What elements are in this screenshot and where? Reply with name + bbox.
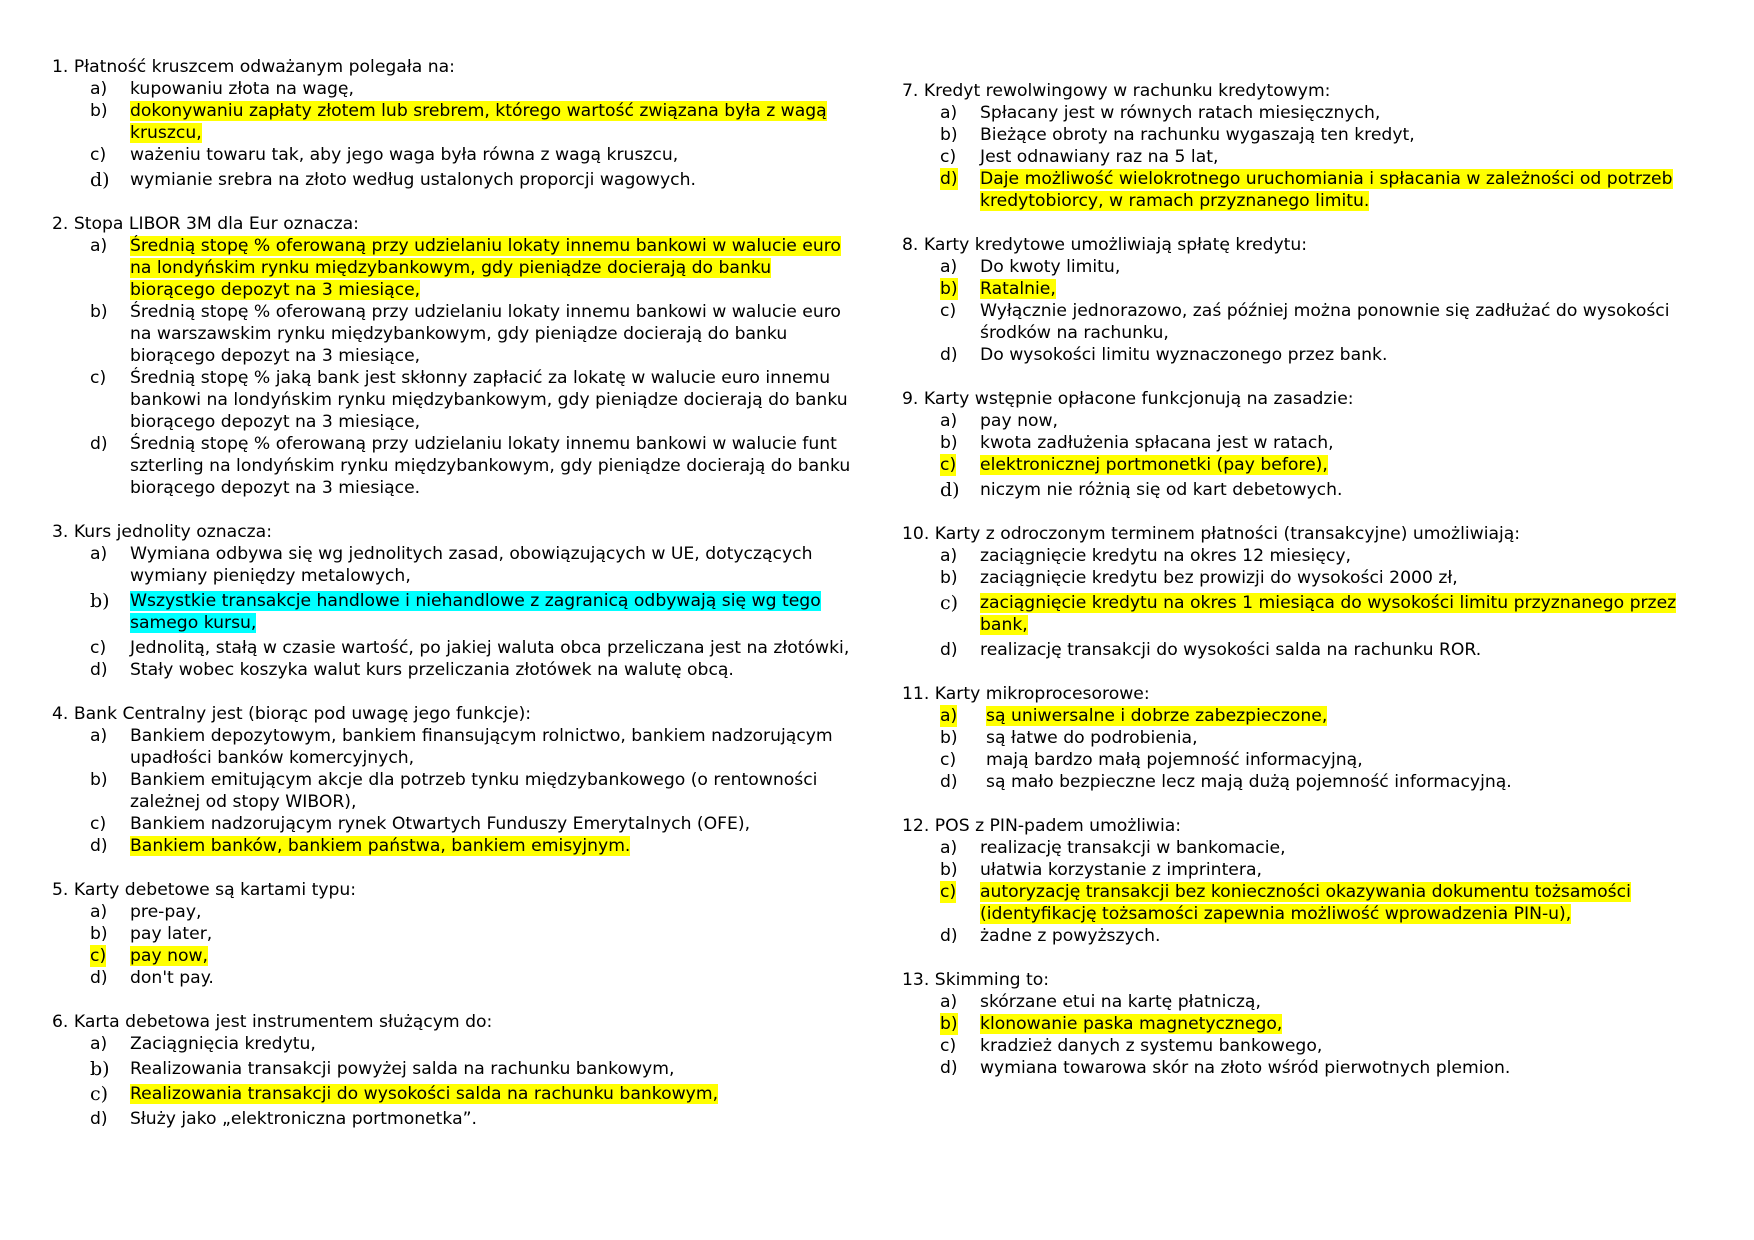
- answer-list: [52, 543, 852, 681]
- answer-c: [902, 146, 1702, 168]
- question-10: [902, 523, 1702, 661]
- answer-b: [52, 301, 852, 367]
- answer-text: zaciągnięcie kredytu bez prowizji do wysokości 2000 zł,: [980, 568, 1458, 588]
- answer-text-highlighted: autoryzację transakcji bez konieczności okazywania dokumentu tożsamości (identyfikację tożsamości zapewnia możliwość wprowadzenia PIN-u),: [980, 882, 1631, 924]
- answer-letter: d): [90, 1109, 108, 1129]
- answer-c: [902, 749, 1702, 771]
- answer-b: [902, 124, 1702, 146]
- answer-d: [902, 639, 1702, 661]
- answer-a: [902, 545, 1702, 567]
- answer-text: pay now,: [980, 411, 1059, 431]
- answer-letter: c): [940, 750, 957, 770]
- answer-a: [52, 1033, 852, 1055]
- question-title: 10. Karty z odroczonym terminem płatności (transakcyjne) umożliwiają:: [902, 524, 1521, 544]
- answer-d: [52, 835, 852, 857]
- answer-list: [902, 837, 1702, 947]
- answer-letter: c): [940, 592, 959, 614]
- answer-a: [902, 991, 1702, 1013]
- answer-letter: d): [940, 772, 958, 792]
- answer-text: Spłacany jest w równych ratach miesięcznych,: [980, 103, 1381, 123]
- answer-text: Jest odnawiany raz na 5 lat,: [980, 147, 1219, 167]
- answer-c: [52, 945, 852, 967]
- answer-letter: b): [90, 590, 110, 612]
- answer-text: są mało bezpieczne lecz mają dużą pojemność informacyjną.: [986, 772, 1512, 792]
- answer-list: [902, 545, 1702, 661]
- answer-d: [902, 168, 1702, 212]
- question-5: [52, 879, 852, 989]
- answer-letter: b): [90, 924, 108, 944]
- answer-letter: d): [90, 836, 108, 856]
- question-3: [52, 521, 852, 681]
- answer-letter: b): [90, 770, 108, 790]
- answer-letter: b): [90, 101, 108, 121]
- answer-list: [902, 102, 1702, 212]
- question-title: 9. Karty wstępnie opłacone funkcjonują na zasadzie:: [902, 389, 1354, 409]
- answer-text: Służy jako „elektroniczna portmonetka”.: [130, 1109, 477, 1129]
- answer-b: [902, 432, 1702, 454]
- answer-a: [902, 102, 1702, 124]
- answer-text: Do wysokości limitu wyznaczonego przez bank.: [980, 345, 1388, 365]
- answer-b: [902, 567, 1702, 589]
- question-title: 13. Skimming to:: [902, 970, 1050, 990]
- answer-list: [52, 235, 852, 499]
- answer-c: [52, 144, 852, 166]
- answer-a: [902, 837, 1702, 859]
- answer-list: [902, 991, 1702, 1079]
- answer-letter: a): [90, 544, 108, 564]
- question-title: 12. POS z PIN-padem umożliwia:: [902, 816, 1182, 836]
- answer-b: [52, 100, 852, 144]
- answer-d: [52, 967, 852, 989]
- answer-text-highlighted: Daje możliwość wielokrotnego uruchomiania i spłacania w zależności od potrzeb kredytobiorcy, w ramach przyznanego limitu.: [980, 169, 1673, 211]
- answer-letter: a): [940, 546, 958, 566]
- answer-letter: a): [90, 902, 108, 922]
- question-title: 8. Karty kredytowe umożliwiają spłatę kredytu:: [902, 235, 1308, 255]
- answer-text-highlighted: Wszystkie transakcje handlowe i niehandlowe z zagranicą odbywają się wg tego samego kursu,: [130, 591, 821, 633]
- answer-letter: b): [940, 728, 958, 748]
- answer-text-highlighted: Ratalnie,: [980, 279, 1056, 299]
- answer-text-highlighted: Realizowania transakcji do wysokości salda na rachunku bankowym,: [130, 1084, 719, 1104]
- question-title: 6. Karta debetowa jest instrumentem służącym do:: [52, 1012, 493, 1032]
- answer-a: [52, 78, 852, 100]
- answer-text: Bieżące obroty na rachunku wygaszają ten kredyt,: [980, 125, 1415, 145]
- answer-letter: c): [940, 147, 957, 167]
- answer-a: [52, 543, 852, 587]
- answer-list: [902, 256, 1702, 366]
- answer-letter: b): [940, 279, 958, 299]
- answer-text: Bankiem depozytowym, bankiem finansującym rolnictwo, bankiem nadzorującym upadłości banków komercyjnych,: [130, 726, 833, 768]
- answer-letter: c): [940, 455, 957, 475]
- answer-text: Bankiem emitującym akcje dla potrzeb tynku międzybankowego (o rentowności zależnej od stopy WIBOR),: [130, 770, 818, 812]
- answer-text: Realizowania transakcji powyżej salda na rachunku bankowym,: [130, 1059, 675, 1079]
- answer-c: [52, 637, 852, 659]
- answer-text: są łatwe do podrobienia,: [986, 728, 1198, 748]
- answer-text-highlighted: są uniwersalne i dobrze zabezpieczone,: [986, 706, 1328, 726]
- answer-text: Zaciągnięcia kredytu,: [130, 1034, 316, 1054]
- answer-b: [52, 769, 852, 813]
- answer-text: realizację transakcji do wysokości salda na rachunku ROR.: [980, 640, 1482, 660]
- answer-text: Średnią stopę % jaką bank jest skłonny zapłacić za lokatę w walucie euro innemu bankowi na londyńskim rynku międzybankowym, gdy pieniądze docierają do banku biorącego depozyt na 3 miesiące,: [130, 368, 848, 432]
- answer-letter: a): [90, 1034, 108, 1054]
- question-7: [902, 80, 1702, 212]
- answer-text: niczym nie różnią się od kart debetowych.: [980, 480, 1343, 500]
- answer-text-highlighted: Bankiem banków, bankiem państwa, bankiem emisyjnym.: [130, 836, 631, 856]
- answer-letter: a): [940, 411, 958, 431]
- answer-text: Wymiana odbywa się wg jednolitych zasad, obowiązujących w UE, dotyczących wymiany pieniędzy metalowych,: [130, 544, 813, 586]
- answer-list: [52, 1033, 852, 1130]
- answer-list: [902, 410, 1702, 501]
- answer-letter: a): [940, 838, 958, 858]
- answer-letter: c): [940, 882, 957, 902]
- answer-text: mają bardzo małą pojemność informacyjną,: [986, 750, 1363, 770]
- question-13: [902, 969, 1702, 1079]
- right-column: [902, 80, 1702, 1101]
- answer-d: [52, 169, 852, 191]
- answer-letter: d): [90, 169, 110, 191]
- answer-text-highlighted: zaciągnięcie kredytu na okres 1 miesiąca do wysokości limitu przyznanego przez bank,: [980, 593, 1677, 635]
- answer-letter: d): [940, 926, 958, 946]
- answer-text: kupowaniu złota na wagę,: [130, 79, 354, 99]
- answer-c: [902, 454, 1702, 476]
- answer-b: [52, 923, 852, 945]
- answer-d: [52, 659, 852, 681]
- answer-text: pay later,: [130, 924, 213, 944]
- answer-letter: a): [940, 103, 958, 123]
- answer-letter: a): [90, 236, 108, 256]
- answer-text: skórzane etui na kartę płatniczą,: [980, 992, 1261, 1012]
- answer-letter: d): [940, 345, 958, 365]
- answer-letter: d): [940, 169, 958, 189]
- answer-letter: b): [90, 302, 108, 322]
- answer-text: wymianie srebra na złoto według ustalonych proporcji wagowych.: [130, 170, 696, 190]
- answer-letter: c): [90, 145, 107, 165]
- answer-letter: d): [90, 434, 108, 454]
- answer-list: [52, 78, 852, 191]
- answer-letter: d): [940, 1058, 958, 1078]
- answer-d: [902, 1057, 1702, 1079]
- answer-c: [902, 592, 1702, 636]
- answer-b: [52, 1058, 852, 1080]
- question-6: [52, 1011, 852, 1130]
- answer-text: pre-pay,: [130, 902, 202, 922]
- answer-letter: a): [90, 726, 108, 746]
- answer-text: Wyłącznie jednorazowo, zaś później można ponownie się zadłużać do wysokości środków na rachunku,: [980, 301, 1670, 343]
- answer-text-highlighted: elektronicznej portmonetki (pay before),: [980, 455, 1328, 475]
- question-1: [52, 56, 852, 191]
- answer-letter: d): [90, 660, 108, 680]
- answer-list: [52, 901, 852, 989]
- answer-letter: b): [940, 568, 958, 588]
- question-title: 11. Karty mikroprocesorowe:: [902, 684, 1150, 704]
- question-title: 1. Płatność kruszcem odważanym polegała na:: [52, 57, 455, 77]
- answer-b: [902, 1013, 1702, 1035]
- question-title: 7. Kredyt rewolwingowy w rachunku kredytowym:: [902, 81, 1331, 101]
- answer-text: wymiana towarowa skór na złoto wśród pierwotnych plemion.: [980, 1058, 1511, 1078]
- answer-letter: c): [940, 1036, 957, 1056]
- answer-letter: a): [90, 79, 108, 99]
- answer-text: ważeniu towaru tak, aby jego waga była równa z wagą kruszcu,: [130, 145, 679, 165]
- answer-letter: c): [940, 301, 957, 321]
- answer-text-highlighted: dokonywaniu zapłaty złotem lub srebrem, którego wartość związana była z wagą kruszcu,: [130, 101, 827, 143]
- question-2: [52, 213, 852, 499]
- answer-letter: a): [940, 992, 958, 1012]
- answer-letter: c): [90, 1083, 109, 1105]
- answer-letter: d): [940, 479, 960, 501]
- answer-c: [902, 881, 1702, 925]
- answer-letter: a): [940, 257, 958, 277]
- answer-a: [52, 725, 852, 769]
- answer-letter: b): [940, 860, 958, 880]
- question-title: 2. Stopa LIBOR 3M dla Eur oznacza:: [52, 214, 359, 234]
- answer-d: [902, 771, 1702, 793]
- question-12: [902, 815, 1702, 947]
- answer-letter: b): [940, 1014, 958, 1034]
- answer-text-highlighted: Średnią stopę % oferowaną przy udzielaniu lokaty innemu bankowi w walucie euro na londyńskim rynku międzybankowym, gdy pieniądze docierają do banku biorącego depozyt na 3 miesiące,: [130, 236, 841, 300]
- answer-letter: c): [90, 814, 107, 834]
- answer-d: [902, 479, 1702, 501]
- answer-d: [52, 433, 852, 499]
- answer-c: [52, 367, 852, 433]
- answer-text-highlighted: klonowanie paska magnetycznego,: [980, 1014, 1283, 1034]
- answer-letter: d): [940, 640, 958, 660]
- answer-b: [902, 727, 1702, 749]
- left-column: [52, 56, 852, 1152]
- answer-list: [902, 705, 1702, 793]
- question-9: [902, 388, 1702, 501]
- answer-text: Średnią stopę % oferowaną przy udzielaniu lokaty innemu bankowi w walucie funt szterling na londyńskim rynku międzybankowym, gdy pieniądze docierają do banku biorącego depozyt na 3 miesiące.: [130, 434, 851, 498]
- question-title: 5. Karty debetowe są kartami typu:: [52, 880, 357, 900]
- answer-list: [52, 725, 852, 857]
- answer-a: [902, 256, 1702, 278]
- answer-text: don't pay.: [130, 968, 214, 988]
- answer-letter: a): [940, 706, 958, 726]
- answer-c: [902, 1035, 1702, 1057]
- answer-b: [902, 859, 1702, 881]
- answer-text: Jednolitą, stałą w czasie wartość, po jakiej waluta obca przeliczana jest na złotówki,: [130, 638, 850, 658]
- answer-text: kradzież danych z systemu bankowego,: [980, 1036, 1323, 1056]
- answer-text: zaciągnięcie kredytu na okres 12 miesięcy,: [980, 546, 1351, 566]
- answer-text-highlighted: pay now,: [130, 946, 209, 966]
- answer-a: [52, 235, 852, 301]
- answer-c: [902, 300, 1702, 344]
- answer-a: [902, 410, 1702, 432]
- answer-text: żadne z powyższych.: [980, 926, 1161, 946]
- answer-letter: c): [90, 946, 107, 966]
- answer-letter: c): [90, 638, 107, 658]
- answer-d: [902, 925, 1702, 947]
- answer-c: [52, 813, 852, 835]
- question-title: 4. Bank Centralny jest (biorąc pod uwagę jego funkcje):: [52, 704, 532, 724]
- answer-a: [52, 901, 852, 923]
- answer-b: [52, 590, 852, 634]
- answer-text: kwota zadłużenia spłacana jest w ratach,: [980, 433, 1334, 453]
- question-11: [902, 683, 1702, 793]
- answer-d: [902, 344, 1702, 366]
- answer-text: ułatwia korzystanie z imprintera,: [980, 860, 1262, 880]
- answer-letter: c): [90, 368, 107, 388]
- answer-text: Do kwoty limitu,: [980, 257, 1121, 277]
- answer-text: Średnią stopę % oferowaną przy udzielaniu lokaty innemu bankowi w walucie euro na warszawskim rynku międzybankowym, gdy pieniądze docierają do banku biorącego depozyt na 3 miesiące,: [130, 302, 841, 366]
- question-4: [52, 703, 852, 857]
- answer-b: [902, 278, 1702, 300]
- answer-text: Bankiem nadzorującym rynek Otwartych Funduszy Emerytalnych (OFE),: [130, 814, 751, 834]
- answer-d: [52, 1108, 852, 1130]
- answer-a: [902, 705, 1702, 727]
- question-title: 3. Kurs jednolity oznacza:: [52, 522, 273, 542]
- question-8: [902, 234, 1702, 366]
- answer-c: [52, 1083, 852, 1105]
- answer-letter: b): [90, 1058, 110, 1080]
- answer-letter: b): [940, 125, 958, 145]
- answer-text: Stały wobec koszyka walut kurs przeliczania złotówek na walutę obcą.: [130, 660, 734, 680]
- answer-letter: d): [90, 968, 108, 988]
- answer-text: realizację transakcji w bankomacie,: [980, 838, 1286, 858]
- answer-letter: b): [940, 433, 958, 453]
